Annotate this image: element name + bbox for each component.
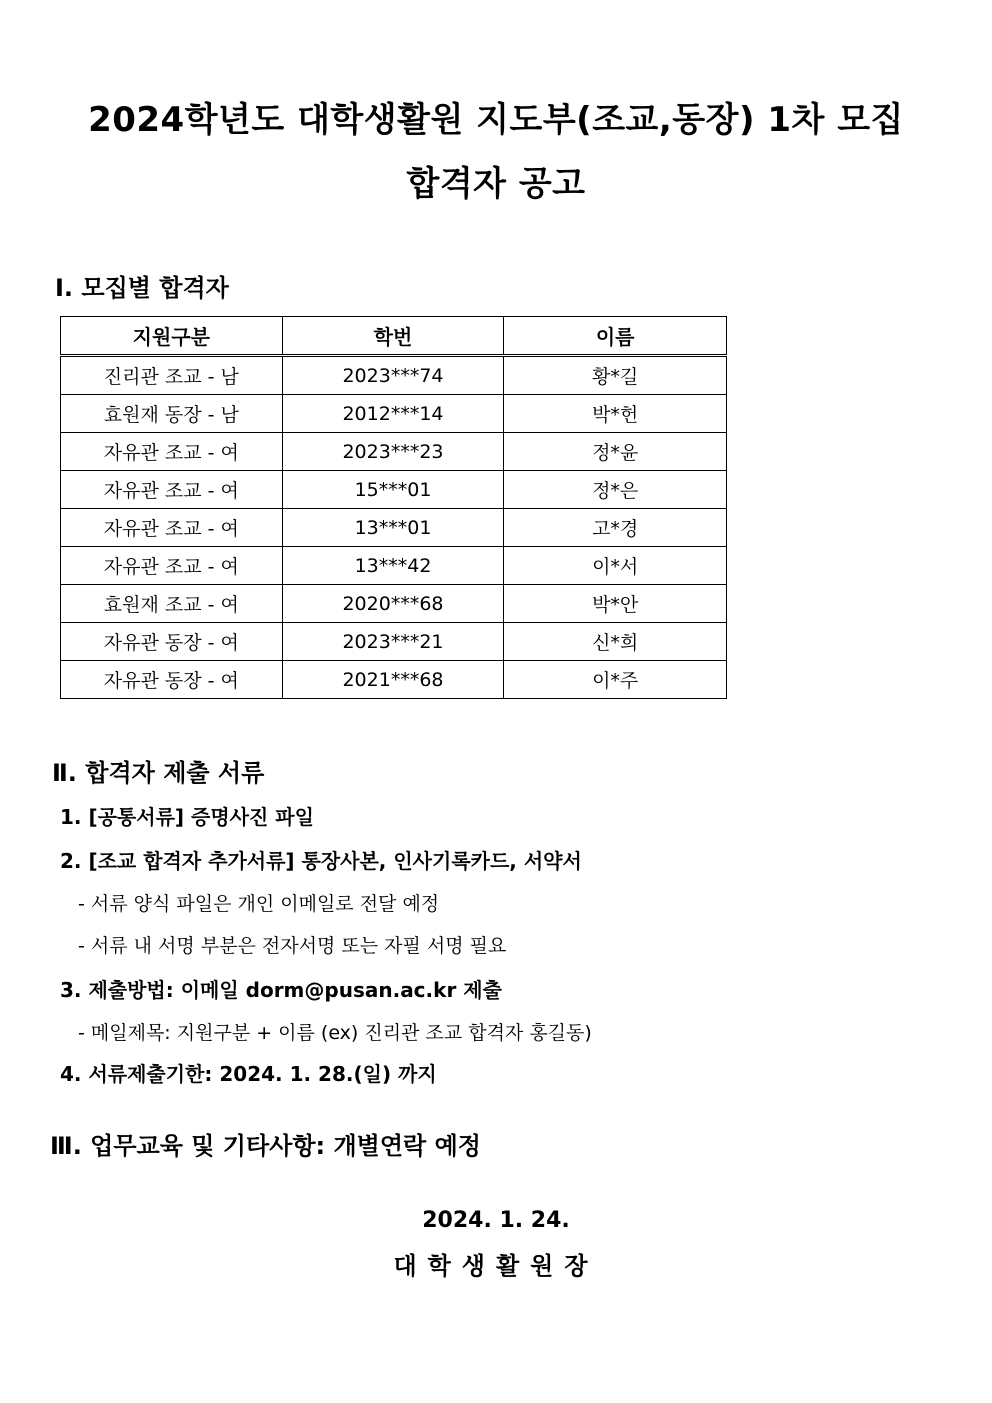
cell-category: 효원재 조교 - 여 bbox=[61, 585, 283, 623]
header-name: 이름 bbox=[504, 317, 727, 356]
cell-category: 자유관 조교 - 여 bbox=[61, 509, 283, 547]
cell-category: 자유관 동장 - 여 bbox=[61, 623, 283, 661]
cell-name: 고*경 bbox=[504, 509, 727, 547]
doc-item-2: 2. [조교 합격자 추가서류] 통장사본, 인사기록카드, 서약서 bbox=[60, 849, 582, 873]
doc-item-2-note-2: - 서류 내 서명 부분은 전자서명 또는 자필 서명 필요 bbox=[78, 935, 507, 957]
doc-item-1: 1. [공통서류] 증명사진 파일 bbox=[60, 805, 314, 829]
cell-student-id: 13***42 bbox=[282, 547, 504, 585]
cell-category: 효원재 동장 - 남 bbox=[61, 395, 283, 433]
table-header-row bbox=[61, 317, 727, 356]
table-row bbox=[61, 433, 727, 471]
cell-name: 이*서 bbox=[504, 547, 727, 585]
doc-item-3-note-1: - 메일제목: 지원구분 + 이름 (ex) 진리관 조교 합격자 홍길동) bbox=[78, 1022, 592, 1044]
cell-student-id: 2021***68 bbox=[282, 661, 504, 699]
cell-name: 신*희 bbox=[504, 623, 727, 661]
table-row bbox=[61, 395, 727, 433]
doc-item-2-note-1: - 서류 양식 파일은 개인 이메일로 전달 예정 bbox=[78, 893, 440, 915]
signature: 대학생활원장 bbox=[393, 1252, 599, 1280]
document-title: 2024학년도 대학생활원 지도부(조교,동장) 1차 모집 bbox=[88, 100, 904, 140]
cell-category: 자유관 조교 - 여 bbox=[61, 547, 283, 585]
table-row bbox=[61, 471, 727, 509]
cell-student-id: 15***01 bbox=[282, 471, 504, 509]
cell-name: 박*안 bbox=[504, 585, 727, 623]
cell-student-id: 2020***68 bbox=[282, 585, 504, 623]
table-row bbox=[61, 623, 727, 661]
table-row bbox=[61, 585, 727, 623]
section-heading-2: Ⅱ. 합격자 제출 서류 bbox=[52, 759, 265, 787]
document-subtitle: 합격자 공고 bbox=[406, 164, 586, 204]
cell-category: 자유관 동장 - 여 bbox=[61, 661, 283, 699]
cell-student-id: 2023***74 bbox=[282, 356, 504, 395]
results-table bbox=[60, 316, 727, 699]
table-row bbox=[61, 509, 727, 547]
table-row bbox=[61, 356, 727, 395]
cell-student-id: 2023***21 bbox=[282, 623, 504, 661]
table-row bbox=[61, 661, 727, 699]
doc-item-4: 4. 서류제출기한: 2024. 1. 28.(일) 까지 bbox=[60, 1062, 437, 1086]
cell-name: 이*주 bbox=[504, 661, 727, 699]
cell-student-id: 13***01 bbox=[282, 509, 504, 547]
cell-name: 황*길 bbox=[504, 356, 727, 395]
cell-name: 박*헌 bbox=[504, 395, 727, 433]
table-row bbox=[61, 547, 727, 585]
cell-student-id: 2023***23 bbox=[282, 433, 504, 471]
cell-category: 자유관 조교 - 여 bbox=[61, 471, 283, 509]
section-heading-3: Ⅲ. 업무교육 및 기타사항: 개별연락 예정 bbox=[50, 1132, 481, 1160]
doc-item-3: 3. 제출방법: 이메일 dorm@pusan.ac.kr 제출 bbox=[60, 978, 502, 1002]
issue-date: 2024. 1. 24. bbox=[422, 1208, 570, 1233]
cell-category: 자유관 조교 - 여 bbox=[61, 433, 283, 471]
cell-category: 진리관 조교 - 남 bbox=[61, 356, 283, 395]
header-category: 지원구분 bbox=[61, 317, 283, 356]
cell-name: 정*은 bbox=[504, 471, 727, 509]
cell-student-id: 2012***14 bbox=[282, 395, 504, 433]
section-heading-1: Ⅰ. 모집별 합격자 bbox=[55, 274, 229, 302]
cell-name: 정*윤 bbox=[504, 433, 727, 471]
header-student-id: 학번 bbox=[282, 317, 504, 356]
